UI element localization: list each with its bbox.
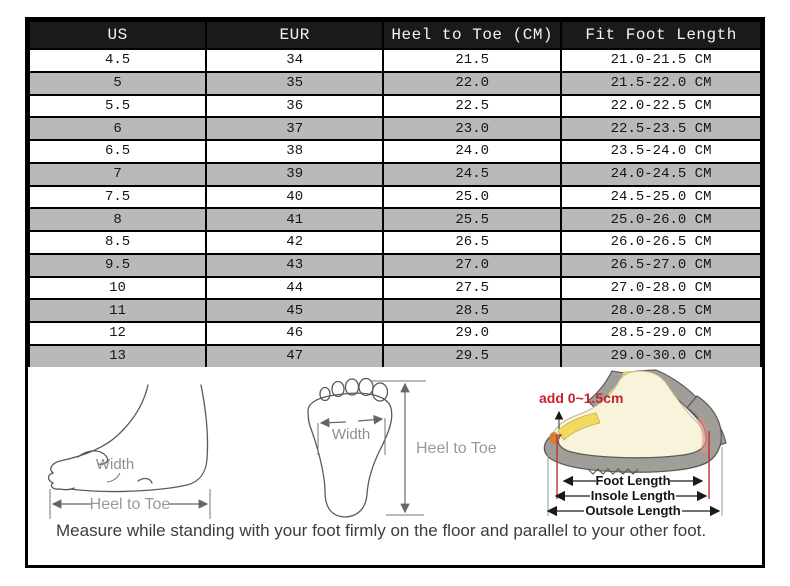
table-cell: 21.5	[383, 49, 561, 72]
side-width-label: Width	[95, 456, 135, 473]
table-cell: 23.0	[383, 117, 561, 140]
table-cell: 26.0-26.5 CM	[561, 231, 761, 254]
table-cell: 24.5-25.0 CM	[561, 186, 761, 209]
table-cell: 12	[29, 322, 206, 345]
table-cell: 26.5	[383, 231, 561, 254]
table-cell: 8.5	[29, 231, 206, 254]
table-cell: 25.0	[383, 186, 561, 209]
table-cell: 38	[206, 140, 383, 163]
table-row	[29, 117, 761, 140]
table-row	[29, 95, 761, 118]
table-row	[29, 322, 761, 345]
table-cell: 8	[29, 208, 206, 231]
foot-side-outline-icon	[49, 385, 208, 492]
table-cell: 29.0-30.0 CM	[561, 345, 761, 368]
table-cell: 29.0	[383, 322, 561, 345]
footprint-top-view-diagram	[298, 369, 520, 527]
size-table	[28, 20, 762, 369]
col-header-us: US	[29, 21, 206, 49]
table-cell: 9.5	[29, 254, 206, 277]
size-table-header	[29, 21, 761, 49]
table-cell: 34	[206, 49, 383, 72]
table-row	[29, 345, 761, 368]
table-cell: 21.5-22.0 CM	[561, 72, 761, 95]
table-row	[29, 49, 761, 72]
foot-side-view-diagram	[40, 377, 255, 527]
side-heel-to-toe-dimension	[50, 489, 210, 519]
table-cell: 28.5	[383, 299, 561, 322]
foot-length-label: Foot Length	[595, 473, 671, 488]
table-cell: 26.5-27.0 CM	[561, 254, 761, 277]
table-cell: 46	[206, 322, 383, 345]
table-cell: 42	[206, 231, 383, 254]
table-cell: 24.0	[383, 140, 561, 163]
table-cell: 27.5	[383, 277, 561, 300]
table-cell: 6	[29, 117, 206, 140]
footprint-width-dimension	[318, 418, 385, 455]
table-cell: 10	[29, 277, 206, 300]
toe-allowance-note: add 0~1.5cm	[539, 390, 624, 406]
size-table-body	[29, 49, 761, 368]
table-cell: 22.0	[383, 72, 561, 95]
table-cell: 39	[206, 163, 383, 186]
table-cell: 44	[206, 277, 383, 300]
table-cell: 7	[29, 163, 206, 186]
footprint-width-label: Width	[331, 426, 371, 443]
table-cell: 11	[29, 299, 206, 322]
col-header-fit-foot-length: Fit Foot Length	[561, 21, 761, 49]
header-row	[29, 21, 761, 49]
table-cell: 24.5	[383, 163, 561, 186]
table-cell: 27.0	[383, 254, 561, 277]
table-cell: 22.0-22.5 CM	[561, 95, 761, 118]
table-cell: 4.5	[29, 49, 206, 72]
table-row	[29, 299, 761, 322]
table-row	[29, 277, 761, 300]
col-header-heel-to-toe: Heel to Toe (CM)	[383, 21, 561, 49]
table-cell: 41	[206, 208, 383, 231]
table-cell: 25.0-26.0 CM	[561, 208, 761, 231]
table-row	[29, 254, 761, 277]
insole-length-label: Insole Length	[590, 488, 676, 503]
table-cell: 5.5	[29, 95, 206, 118]
table-cell: 35	[206, 72, 383, 95]
size-chart-panel	[25, 17, 765, 568]
outsole-length-label: Outsole Length	[585, 503, 681, 518]
table-cell: 22.5	[383, 95, 561, 118]
table-row	[29, 186, 761, 209]
table-cell: 21.0-21.5 CM	[561, 49, 761, 72]
table-cell: 43	[206, 254, 383, 277]
table-cell: 22.5-23.5 CM	[561, 117, 761, 140]
table-cell: 47	[206, 345, 383, 368]
col-header-eur: EUR	[206, 21, 383, 49]
table-cell: 36	[206, 95, 383, 118]
table-cell: 28.5-29.0 CM	[561, 322, 761, 345]
footprint-outline-icon	[308, 379, 392, 518]
table-cell: 37	[206, 117, 383, 140]
table-row	[29, 163, 761, 186]
table-cell: 27.0-28.0 CM	[561, 277, 761, 300]
shoe-cross-section-diagram	[536, 369, 762, 529]
table-cell: 7.5	[29, 186, 206, 209]
table-cell: 24.0-24.5 CM	[561, 163, 761, 186]
table-cell: 29.5	[383, 345, 561, 368]
table-cell: 5	[29, 72, 206, 95]
table-row	[29, 140, 761, 163]
table-row	[29, 231, 761, 254]
side-heel-to-toe-label: Heel to Toe	[89, 496, 171, 513]
measurement-instruction: Measure while standing with your foot firmly on the floor and parallel to your other foot.	[56, 521, 707, 540]
table-cell: 25.5	[383, 208, 561, 231]
table-row	[29, 208, 761, 231]
table-cell: 45	[206, 299, 383, 322]
table-row	[29, 72, 761, 95]
measurement-diagrams	[28, 367, 762, 565]
table-cell: 13	[29, 345, 206, 368]
table-cell: 6.5	[29, 140, 206, 163]
footprint-heel-to-toe-label: Heel to Toe	[416, 440, 497, 457]
table-cell: 40	[206, 186, 383, 209]
footprint-heel-to-toe-dimension	[370, 381, 497, 515]
shoe-illustration-icon	[544, 370, 726, 474]
table-cell: 23.5-24.0 CM	[561, 140, 761, 163]
table-cell: 28.0-28.5 CM	[561, 299, 761, 322]
